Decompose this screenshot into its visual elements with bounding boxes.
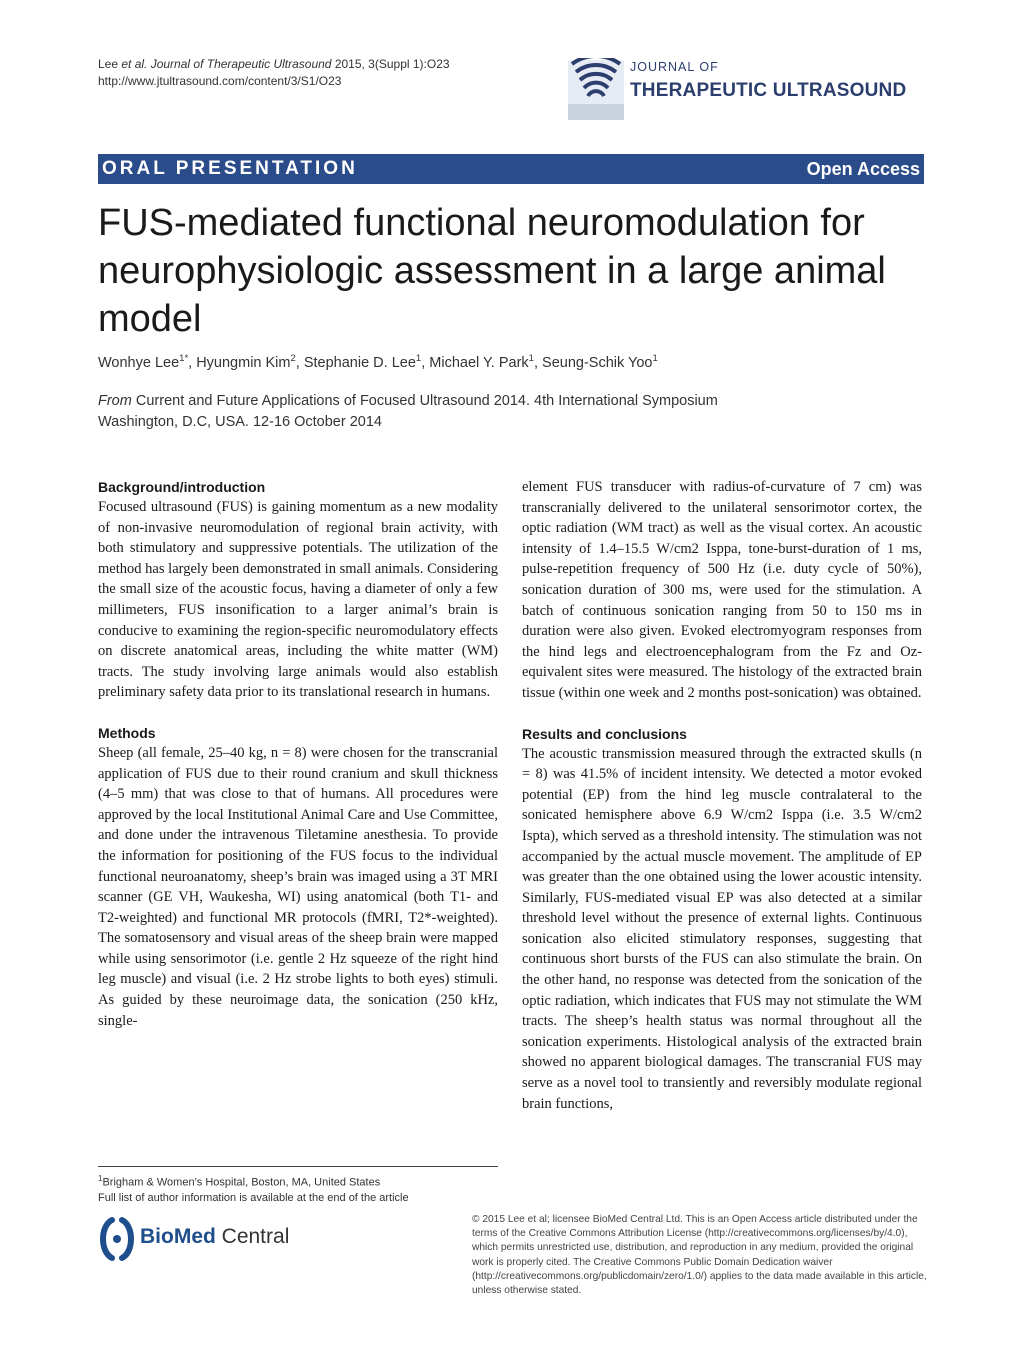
methods-heading: Methods xyxy=(98,724,156,741)
journal-logo-icon xyxy=(568,58,626,122)
methods-paragraph-continued: element FUS transducer with radius-of-curvature of 7 cm) was transcranially delivered to the unilateral sensorimotor cortex, the optic radiation (WM tract) as well as the visual cortex. An acoustic intensity of 1.4–15.5 W/cm2 Isppa, tone-burst-duration of 1 ms, pulse-repetition frequency of 500 Hz (i.e. duty cycle of 50%), sonication duration of 300 ms, were used for the stimulation. A batch of continuous sonication ranging from 50 to 150 ms in duration were also given. Evoked electromyogram responses from the hind legs and electroencephalogram from the Fz and Oz-equivalent sites were measured. The histology of the extracted brain tissue (within one week and 2 months post-sonication) was obtained. xyxy=(522,479,922,701)
background-heading: Background/introduction xyxy=(98,479,266,495)
author: Hyungmin Kim$^2$ xyxy=(196,353,296,371)
results-paragraph: The acoustic transmission measured through the extracted skulls (n = 8) was 41.5% of incident intensity. We detected a motor evoked potential (EP) from the hind leg muscle contralateral to the sonicated hemisphere above 6.9 W/cm2 Isppa (i.e. 3.5 W/cm2 Ispta), which served as a threshold intensity. The stimulation was not accompanied by the actual muscle movement. The amplitude of EP was greater than the one obtained using the lower acoustic intensity. Similarly, FUS-mediated visual EP was also detected at a similar threshold level without the presence of external lights. Continuous sonication also elicited stimulatory responses, suggesting that continuous short bursts of the FUS can also stimulate the brain. On the other hand, no response was detected from the sonication of the optic radiation, which indicates that FUS may not stimulate the WM tracts. The sheep’s health status was normal throughout all the sonication experiments. Histological analysis of the extracted brain showed no apparent biological damages. The transcranial FUS may serve as a novel tool to transiently and reversibly modulate regional brain functions, xyxy=(522,745,922,1112)
background-paragraph: Focused ultrasound (FUS) is gaining momentum as a new modality of non-invasive neuromodulation of regional brain activity, with both stimulatory and suppressive potentials. The utilization of the method has largely been demonstrated in small animals. Considering the small size of the acoustic focus, having a diameter of only a few millimeters, FUS insonification to a larger animal’s brain is conducive to examining the region-specific neuromodulatory effects on discrete anatomical areas, including the white matter (WM) tracts. The study involving large animals would also establish preliminary safety data prior to its translational research in humans. xyxy=(98,499,498,701)
methods-paragraph: Sheep (all female, 25–40 kg, n = 8) were chosen for the transcranial application of FUS due to their round cranium and skull thickness (4–5 mm) that was close to that of humans. All procedures were approved by the local Institutional Animal Care and Use Committee, and done under the intravenous Tiletamine anesthesia. To provide the information for positioning of the FUS focus to the individual functional neuroanatomy, sheep’s brain was imaged using a 3T MRI scanner (GE VH, Waukesha, WI) using anatomical (both T1- and T2-weighted) and functional MR protocols (fMRI, T2*-weighted). The somatosensory and visual areas of the sheep brain were mapped while using sensorimotor (i.e. gentle 2 Hz squeeze of the right hind leg muscle) and visual (i.e. 2 Hz strobe lights to both eyes) stimuli. As guided by these neuroimage data, the sonication (250 kHz, single- xyxy=(98,744,498,1029)
article-type-label: ORAL PRESENTATION xyxy=(102,158,358,179)
open-access-label: Open Access xyxy=(806,159,920,179)
author: Stephanie D. Lee$^1$ xyxy=(303,353,422,371)
author: Seung-Schik Yoo$^1$ xyxy=(542,353,658,371)
results-heading: Results and conclusions xyxy=(522,725,687,742)
affiliation: $^1$Brigham & Women’s Hospital, Boston, MA, United States xyxy=(98,1174,381,1189)
author: Wonhye Lee$^{1*}$ xyxy=(98,353,189,371)
author-info-note: Full list of author information is available at the end of the article xyxy=(98,1191,409,1204)
right-column xyxy=(522,477,922,1114)
publisher-logo xyxy=(98,1216,298,1266)
conference-info: From Current and Future Applications of Focused Ultrasound 2014. 4th International Symposium Washington, D.C, USA. 12-16 October 2014 xyxy=(98,393,718,430)
author: Michael Y. Park$^1$ xyxy=(429,353,534,371)
author-list: Wonhye Lee$^{1*}$, Hyungmin Kim$^2$, Stephanie D. Lee$^1$, Michael Y. Park$^1$, Seung-Schik Yoo$^1$ xyxy=(98,353,658,371)
article-type-banner xyxy=(98,154,924,184)
left-column xyxy=(98,477,498,1031)
publisher-name: BioMed Central xyxy=(140,1225,290,1248)
journal-logo-line2: THERAPEUTIC ULTRASOUND xyxy=(630,80,907,101)
article-title: FUS-mediated functional neuromodulation for neurophysiologic assessment in a large animal model xyxy=(98,202,886,340)
citation-line: Lee et al. Journal of Therapeutic Ultrasound 2015, 3(Suppl 1):O23 xyxy=(98,57,450,71)
journal-logo-line1: JOURNAL OF xyxy=(630,60,719,74)
journal-logo xyxy=(568,58,928,124)
license-text: © 2015 Lee et al; licensee BioMed Central Ltd. This is an Open Access article distributed under the terms of the Creative Commons Attribution License (http://creativecommons.org/licenses/by/4.0), which permits unrestricted use, distribution, and reproduction in any medium, provided the original work is properly cited. The Creative Commons Public Domain Dedication waiver (http://creativecommons.org/publicdomain/zero/1.0/) applies to the data made available in this article, unless otherwise stated. xyxy=(472,1214,927,1297)
citation-header xyxy=(98,56,450,90)
article-url-link[interactable]: http://www.jtultrasound.com/content/3/S1/O23 xyxy=(98,74,342,88)
footnote-divider xyxy=(98,1166,498,1167)
footnote xyxy=(98,1171,518,1206)
biomed-central-icon xyxy=(98,1216,136,1262)
